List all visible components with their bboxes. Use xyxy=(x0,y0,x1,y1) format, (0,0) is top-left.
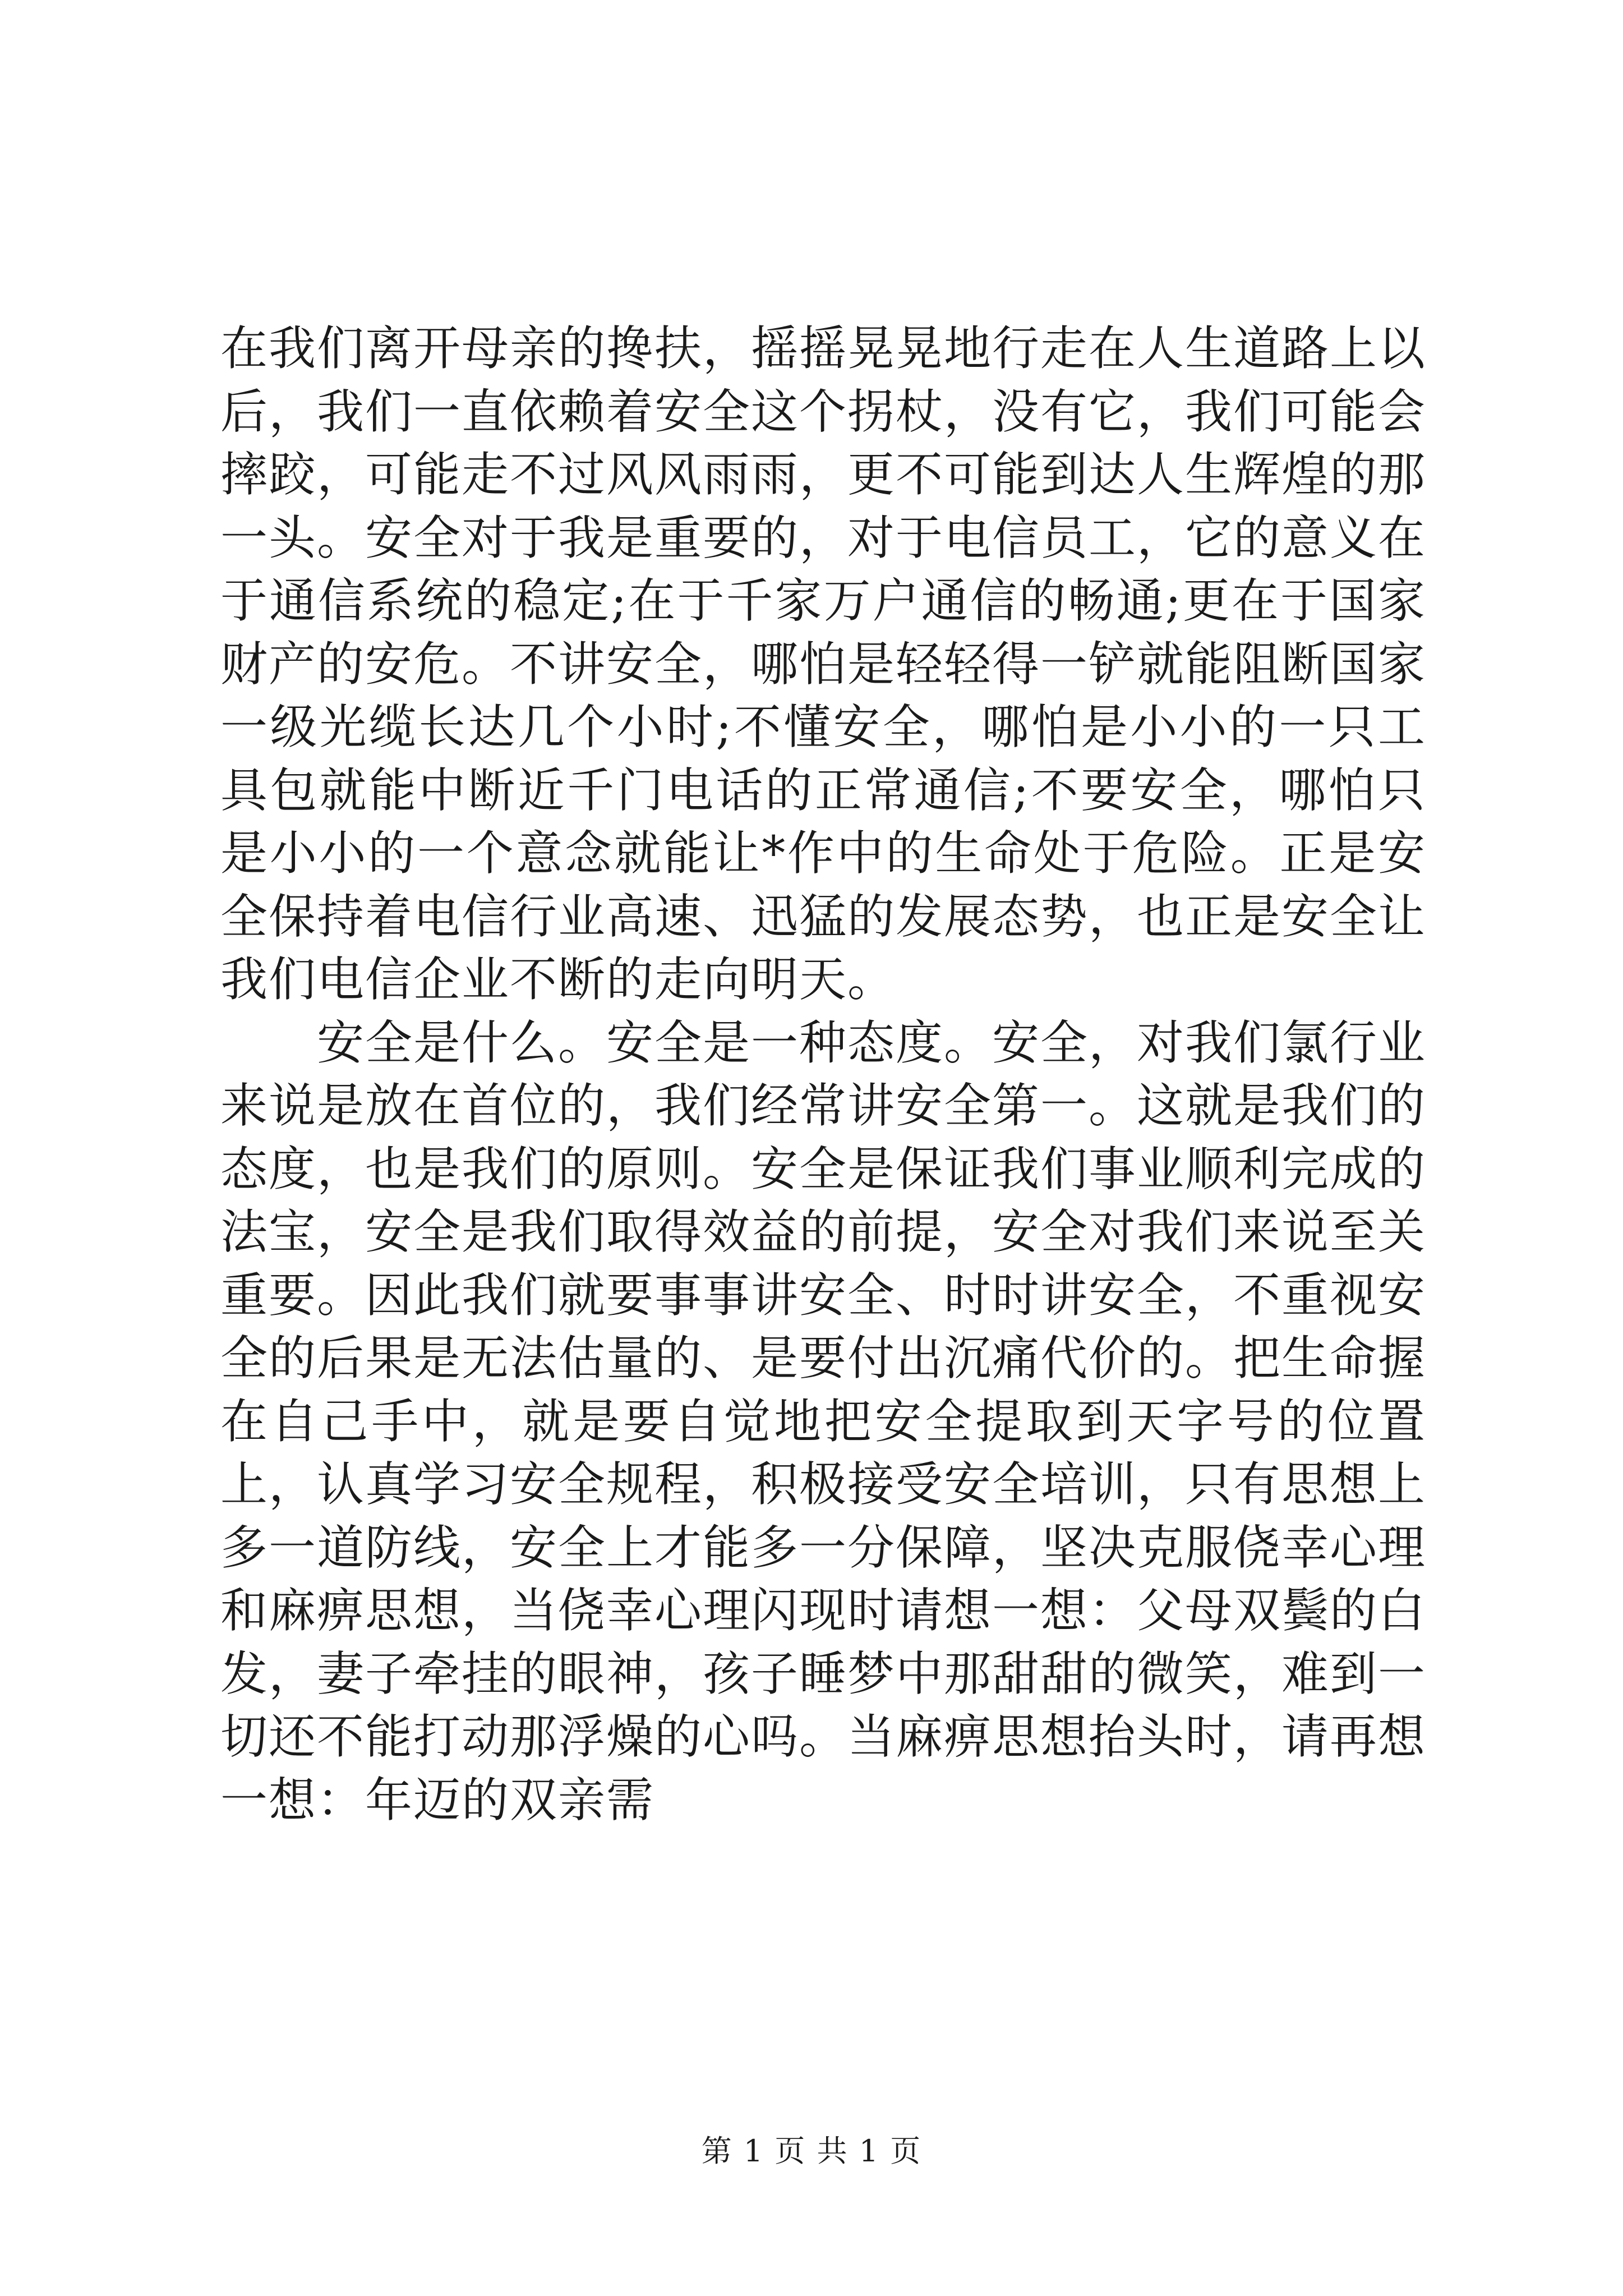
document-body xyxy=(220,317,1426,1832)
page-footer: 第 1 页 共 1 页 xyxy=(701,2133,922,2169)
paragraph-1: 在我们离开母亲的搀扶，摇摇晃晃地行走在人生道路上以后，我们一直依赖着安全这个拐杖，没有它，我们可能会摔跤，可能走不过风风雨雨，更不可能到达人生辉煌的那一头。安全对于我是重要的，对于电信员工，它的意义在于通信系统的稳定;在于千家万户通信的畅通;更在于国家财产的安危。不讲安全，哪怕是轻轻得一铲就能阻断国家一级光缆长达几个小时;不懂安全，哪怕是小小的一只工具包就能中断近千门电话的正常通信;不要安全，哪怕只是小小的一个意念就能让*作中的生命处于危险。正是安全保持着电信行业高速、迅猛的发展态势，也正是安全让我们电信企业不断的走向明天。 xyxy=(220,321,1427,1007)
paragraph-2: 安全是什么。安全是一种态度。安全，对我们氯行业来说是放在首位的，我们经常讲安全第一。这就是我们的态度，也是我们的原则。安全是保证我们事业顺利完成的法宝，安全是我们取得效益的前提，安全对我们来说至关重要。因此我们就要事事讲安全、时时讲安全，不重视安全的后果是无法估量的、是要付出沉痛代价的。把生命握在自己手中，就是要自觉地把安全提取到天字号的位置上，认真学习安全规程，积极接受安全培训，只有思想上多一道防线，安全上才能多一分保障，坚决克服侥幸心理和麻痹思想，当侥幸心理闪现时请想一想：父母双鬓的白发，妻子牵挂的眼神，孩子睡梦中那甜甜的微笑，难到一切还不能打动那浮燥的心吗。当麻痹思想抬头时，请再想一想：年迈的双亲需 xyxy=(220,1015,1427,1828)
